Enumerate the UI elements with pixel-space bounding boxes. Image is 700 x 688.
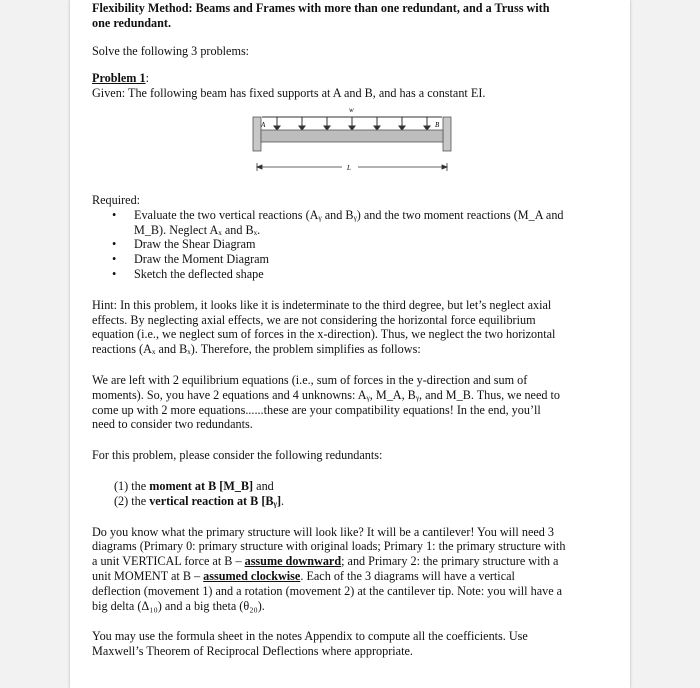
required-item: • Evaluate the two vertical reactions (Aᵧ and Bᵧ) and the two moment reactions (M_A and M_B). Neglect Aₓ and Bₓ.: [128, 208, 612, 238]
redundants-list: [92, 479, 612, 509]
page-title: Flexibility Method: Beams and Frames with more than one redundant, and a Truss with: [92, 1, 550, 15]
intro-text: Solve the following 3 problems:: [92, 43, 250, 58]
document-page: [70, 0, 630, 688]
formula-paragraph: You may use the formula sheet in the notes Appendix to compute all the coefficients. Use Maxwell’s Theorem of Reciprocal Deflections where appropriate.: [92, 629, 528, 659]
document-content: [92, 0, 612, 659]
required-item: • Draw the Shear Diagram: [128, 237, 612, 252]
given-text: Given: The following beam has fixed supports at A and B, and has a constant EI.: [92, 86, 486, 101]
load-label: w: [349, 105, 354, 114]
redundant-item: (1) the moment at B [M_B] and: [114, 478, 274, 493]
required-item: • Draw the Moment Diagram: [128, 252, 612, 267]
required-list: [92, 208, 612, 282]
primary-structure-paragraph: Do you know what the primary structure will look like? It will be a cantilever! You will need 3 diagrams (Primary 0: primary structure with original loads; Primary 1: the primary structure with a unit VERTICAL force at B – assume downward; and Primary 2: the primary structure with a unit MOMENT at B – assumed clockwise. Each of the 3 diagrams will have a vertical deflection (movement 1) and a rotation (movement 2) at the cantilever tip. Note: you will have a big delta (Δ₁₀) and a big theta (θ₂₀).: [92, 524, 566, 613]
support-a: [253, 117, 261, 151]
support-a-label: A: [261, 120, 266, 129]
problem-heading: Problem 1:: [92, 71, 149, 86]
hint-paragraph: Hint: In this problem, it looks like it is indeterminate to the third degree, but let’s neglect axial effects. By neglecting axial effects, we are not considering the horizontal force equilibrium equation (i.e., we neglect sum of forces in the x-direction). Thus, we neglect the two horizontal reactions (Aₓ and Bₓ). Therefore, the problem simplifies as follows:: [92, 297, 556, 357]
length-dimension: [257, 163, 447, 171]
required-heading: Required:: [92, 192, 141, 207]
beam: [261, 130, 443, 142]
support-b-label: B: [435, 120, 440, 129]
length-label: L: [347, 163, 351, 172]
redundant-item: (2) the vertical reaction at B [Bᵧ].: [114, 493, 285, 508]
distributed-load-arrows: [262, 117, 442, 130]
page-title-continued: one redundant.: [92, 15, 172, 30]
required-item: • Sketch the deflected shape: [128, 267, 612, 282]
support-b: [443, 117, 451, 151]
beam-figure: [92, 101, 612, 189]
equilibrium-paragraph: We are left with 2 equilibrium equations (i.e., sum of forces in the y-direction and sum of moments). So, you have 2 equations and 4 unknowns: Aᵧ, M_A, Bᵧ, and M_B. Thus, we need to come up with 2 more equations......these are your compatibility equations! In the end, you’ll need to consider two redundants.: [92, 372, 560, 432]
redundants-intro: For this problem, please consider the following redundants:: [92, 448, 383, 463]
